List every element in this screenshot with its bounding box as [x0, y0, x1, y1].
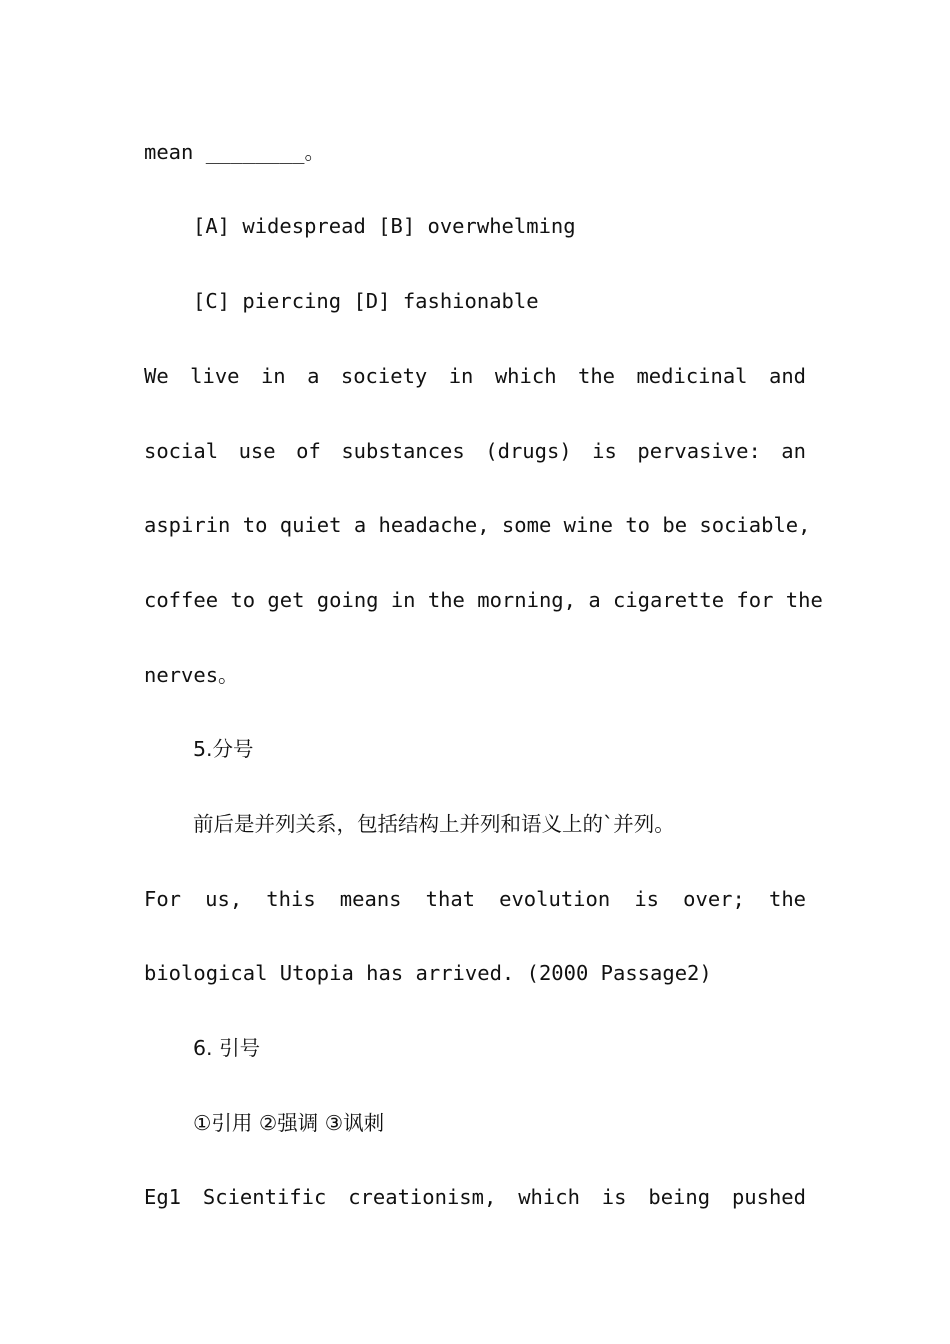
paragraph-line-4: coffee to get going in the morning, a cigarette for the [144, 588, 823, 612]
section-heading-quotation: 6. 引号 [193, 1036, 261, 1060]
option-line-c-d: [C] piercing [D] fashionable [193, 289, 539, 313]
example-eg1-line: Eg1 Scientific creationism, which is being pushed [144, 1185, 806, 1209]
option-line-a-b: [A] widespread [B] overwhelming [193, 214, 576, 238]
paragraph-line-3: aspirin to quiet a headache, some wine to be sociable, [144, 513, 811, 537]
paragraph-line-5: nerves。 [144, 663, 239, 687]
paragraph-line-2: social use of substances (drugs) is pervasive: an [144, 439, 806, 463]
paragraph-line-1: We live in a society in which the medicinal and [144, 364, 806, 388]
section-description-semicolon: 前后是并列关系，包括结构上并列和语义上的`并列。 [193, 812, 675, 836]
section-heading-semicolon: 5.分号 [193, 737, 254, 761]
example-line-2: biological Utopia has arrived. (2000 Passage2) [144, 961, 712, 985]
text-line-mean-blank: mean ________。 [144, 140, 325, 164]
example-line-1: For us, this means that evolution is over; the [144, 887, 806, 911]
quotation-uses-list: ①引用 ②强调 ③讽刺 [193, 1111, 385, 1135]
